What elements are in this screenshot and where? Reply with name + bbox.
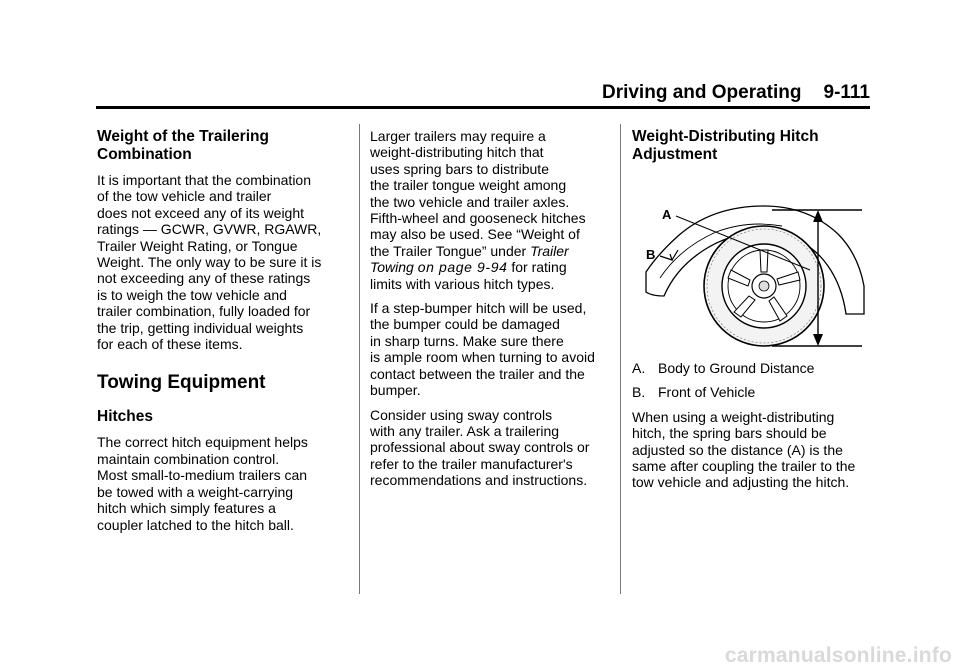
text-line: bumper.	[370, 382, 421, 399]
hitch-adjustment-paragraph	[632, 409, 872, 491]
header-page-number: 9-111	[823, 82, 870, 103]
text-line: Weight. The only way to be sure it is	[97, 254, 322, 271]
text-line: Larger trailers may require a	[370, 128, 546, 144]
header-section: Driving and Operating	[601, 82, 802, 103]
step-bumper-paragraph	[370, 300, 610, 398]
text-line: contact between the trailer and the	[370, 365, 585, 382]
column-left	[97, 128, 349, 533]
text-line: be towed with a weight-carrying	[97, 483, 294, 500]
cross-ref-page-link[interactable]: on page 9-94	[417, 259, 508, 276]
cross-ref-title-a[interactable]: Trailer	[530, 242, 569, 259]
text-line: professional about sway controls or	[370, 439, 590, 456]
text-line: Fifth-wheel and gooseneck hitches	[370, 210, 586, 227]
legend-item-a	[632, 360, 872, 376]
text-line: for rating	[507, 259, 567, 276]
text-line: may also be used. See “Weight of	[370, 226, 580, 243]
text-line: If a step-bumper hitch will be used,	[370, 300, 587, 317]
text-line: coupler latched to the hitch ball.	[97, 516, 294, 533]
wheel-arch-illustration	[632, 174, 868, 352]
text-line: Trailer Weight Rating, or Tongue	[97, 237, 298, 254]
legend-letter: A.	[632, 360, 646, 376]
text-line: same after coupling the trailer to the	[632, 458, 856, 475]
text-line: the trip, getting individual weights	[97, 319, 304, 336]
text-line: When using a weight-distributing	[632, 408, 835, 425]
figure-label-b: B	[646, 247, 656, 262]
text-line: limits with various hitch types.	[370, 275, 555, 292]
hitch-heading-line2: Adjustment	[632, 146, 718, 163]
weight-heading-line2: Combination	[97, 146, 192, 163]
weight-heading	[97, 128, 349, 164]
text-line: hitch which simply features a	[97, 500, 276, 517]
text-line: maintain combination control.	[97, 450, 280, 467]
text-line: with any trailer. Ask a trailering	[370, 422, 560, 439]
weight-heading-line1: Weight of the Trailering	[97, 128, 269, 145]
text-line: for each of these items.	[97, 336, 243, 353]
text-line: The correct hitch equipment helps	[97, 434, 308, 451]
text-line: the bumper could be damaged	[370, 316, 560, 333]
hitch-heading-line1: Weight-Distributing Hitch	[632, 128, 819, 145]
text-line: Consider using sway controls	[370, 406, 553, 423]
text-line: the two vehicle and trailer axles.	[370, 193, 570, 210]
towing-equipment-heading: Towing Equipment	[97, 372, 266, 394]
text-line: weight-distributing hitch that	[370, 144, 544, 161]
text-line: the trailer tongue weight among	[370, 177, 567, 194]
arrow-down	[813, 334, 823, 346]
legend-text: Body to Ground Distance	[658, 360, 815, 376]
column-divider-2	[620, 124, 621, 594]
text-line: tow vehicle and adjusting the hitch.	[632, 474, 850, 491]
arrow-up	[813, 210, 823, 222]
text-line: does not exceed any of its weight	[97, 204, 305, 221]
column-right	[632, 128, 872, 491]
text-line: of the tow vehicle and trailer	[97, 188, 272, 205]
text-line: Most small-to-medium trailers can	[97, 467, 308, 484]
text-line: hitch, the spring bars should be	[632, 425, 827, 442]
text-line: is ample room when turning to avoid	[370, 349, 595, 366]
sway-controls-paragraph	[370, 407, 610, 489]
legend-text: Front of Vehicle	[658, 384, 756, 401]
text-line: It is important that the combination	[97, 172, 311, 188]
text-line: not exceeding any of these ratings	[97, 270, 311, 287]
cross-ref-title-b[interactable]: Towing	[370, 259, 414, 276]
header-title	[602, 80, 870, 106]
hub-center	[759, 281, 769, 291]
text-line: in sharp turns. Make sure there	[370, 332, 564, 349]
text-line: the Trailer Tongue” under	[370, 242, 527, 259]
text-line: is to weigh the tow vehicle and	[97, 286, 287, 303]
hitches-heading: Hitches	[97, 408, 153, 426]
larger-trailers-paragraph	[370, 128, 610, 292]
column-divider-1	[359, 124, 360, 594]
text-line: ratings — GCWR, GVWR, RGAWR,	[97, 221, 322, 238]
legend-letter: B.	[632, 384, 646, 401]
weight-paragraph	[97, 172, 349, 352]
text-line: adjusted so the distance (A) is the	[632, 441, 843, 458]
legend-item-b	[632, 384, 872, 400]
text-line: recommendations and instructions.	[370, 472, 588, 489]
hitch-adjustment-heading	[632, 128, 872, 164]
column-middle	[370, 128, 610, 489]
text-line: refer to the trailer manufacturer's	[370, 455, 573, 472]
watermark: carmanualsonline.info	[724, 644, 952, 667]
page-header	[96, 80, 870, 109]
figure-label-a: A	[662, 207, 672, 222]
text-line: uses spring bars to distribute	[370, 160, 549, 177]
hitches-paragraph	[97, 434, 349, 532]
wheel-height-figure	[632, 174, 868, 352]
text-line: trailer combination, fully loaded for	[97, 303, 311, 320]
